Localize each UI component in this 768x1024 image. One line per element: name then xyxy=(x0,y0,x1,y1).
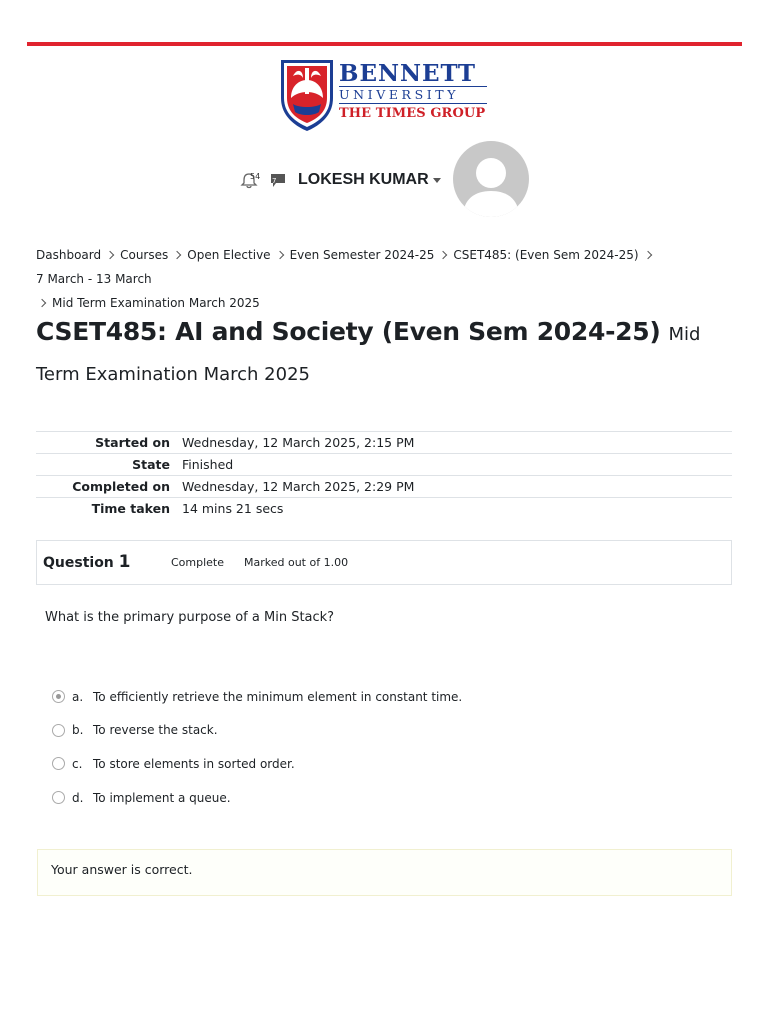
answer-letter: b. xyxy=(72,723,84,738)
shield-logo-icon xyxy=(279,58,335,132)
message-count: 7 xyxy=(272,177,277,185)
user-silhouette-icon xyxy=(453,141,529,217)
chevron-right-icon xyxy=(439,251,447,259)
avatar[interactable] xyxy=(453,141,529,217)
logo-line-bennett: BENNETT xyxy=(339,60,476,87)
course-title: CSET485: AI and Society (Even Sem 2024-25) xyxy=(36,317,661,346)
radio-icon[interactable] xyxy=(52,791,65,804)
answer-letter: d. xyxy=(72,790,84,805)
activity-title: Mid Term Examination March 2025 xyxy=(36,324,701,385)
user-name-dropdown[interactable]: LOKESH KUMAR xyxy=(298,171,429,188)
user-menu-bar xyxy=(240,168,441,192)
summary-value: 14 mins 21 secs xyxy=(182,501,284,517)
logo-line-times-group: THE TIMES GROUP xyxy=(339,106,486,121)
page-title xyxy=(36,312,736,395)
question-grade: Marked out of 1.00 xyxy=(244,556,349,569)
radio-icon[interactable] xyxy=(52,757,65,770)
logo-line-university: UNIVERSITY xyxy=(339,86,487,104)
summary-label: Started on xyxy=(95,435,170,450)
answer-text: To store elements in sorted order. xyxy=(93,756,295,771)
question-label: Question xyxy=(43,555,114,571)
summary-value: Wednesday, 12 March 2025, 2:15 PM xyxy=(182,435,415,450)
answer-option-c[interactable] xyxy=(52,747,672,781)
breadcrumb-dashboard[interactable]: Dashboard xyxy=(36,248,102,262)
breadcrumb-week[interactable]: 7 March - 13 March xyxy=(36,272,152,286)
summary-label: State xyxy=(132,457,170,472)
answer-text: To implement a queue. xyxy=(93,790,231,805)
table-row xyxy=(36,454,732,476)
top-accent-bar xyxy=(27,42,742,46)
notification-count: 54 xyxy=(250,172,261,181)
table-row xyxy=(36,476,732,498)
table-row xyxy=(36,432,732,454)
answer-letter: c. xyxy=(72,756,83,771)
answer-option-b[interactable] xyxy=(52,714,672,748)
summary-value: Wednesday, 12 March 2025, 2:29 PM xyxy=(182,479,415,494)
chevron-right-icon xyxy=(643,251,651,259)
answer-option-a[interactable] xyxy=(52,680,672,714)
attempt-summary-table xyxy=(36,431,732,520)
radio-icon[interactable] xyxy=(52,724,65,737)
chevron-right-icon xyxy=(38,299,46,307)
question-number xyxy=(43,552,131,572)
question-state: Complete xyxy=(171,556,225,569)
messages-icon[interactable] xyxy=(268,170,288,190)
breadcrumb-course[interactable]: CSET485: (Even Sem 2024-25) xyxy=(453,248,639,262)
answer-option-d[interactable] xyxy=(52,781,672,815)
summary-value: Finished xyxy=(182,457,234,472)
breadcrumb-open-elective[interactable]: Open Elective xyxy=(187,248,271,262)
table-row xyxy=(36,498,732,520)
answer-letter: a. xyxy=(72,689,84,704)
chevron-right-icon xyxy=(173,251,181,259)
question-text: What is the primary purpose of a Min Stack? xyxy=(45,610,335,625)
university-logo[interactable] xyxy=(279,58,491,134)
breadcrumb-even-semester[interactable]: Even Semester 2024-25 xyxy=(289,248,435,262)
answer-text: To efficiently retrieve the minimum element in constant time. xyxy=(93,689,463,704)
breadcrumb xyxy=(36,243,736,315)
summary-label: Completed on xyxy=(72,479,170,494)
summary-label: Time taken xyxy=(91,501,170,517)
radio-selected-icon[interactable] xyxy=(52,690,65,703)
chevron-right-icon xyxy=(275,251,283,259)
question-number-value: 1 xyxy=(118,552,131,572)
breadcrumb-quiz[interactable]: Mid Term Examination March 2025 xyxy=(52,296,260,310)
answer-text: To reverse the stack. xyxy=(93,723,218,738)
breadcrumb-courses[interactable]: Courses xyxy=(120,248,169,262)
notification-bell-icon[interactable] xyxy=(240,170,262,190)
question-info-box xyxy=(36,540,732,585)
chevron-down-icon[interactable] xyxy=(433,178,441,183)
chevron-right-icon xyxy=(106,251,114,259)
answer-options xyxy=(52,680,672,814)
answer-feedback: Your answer is correct. xyxy=(37,849,732,896)
